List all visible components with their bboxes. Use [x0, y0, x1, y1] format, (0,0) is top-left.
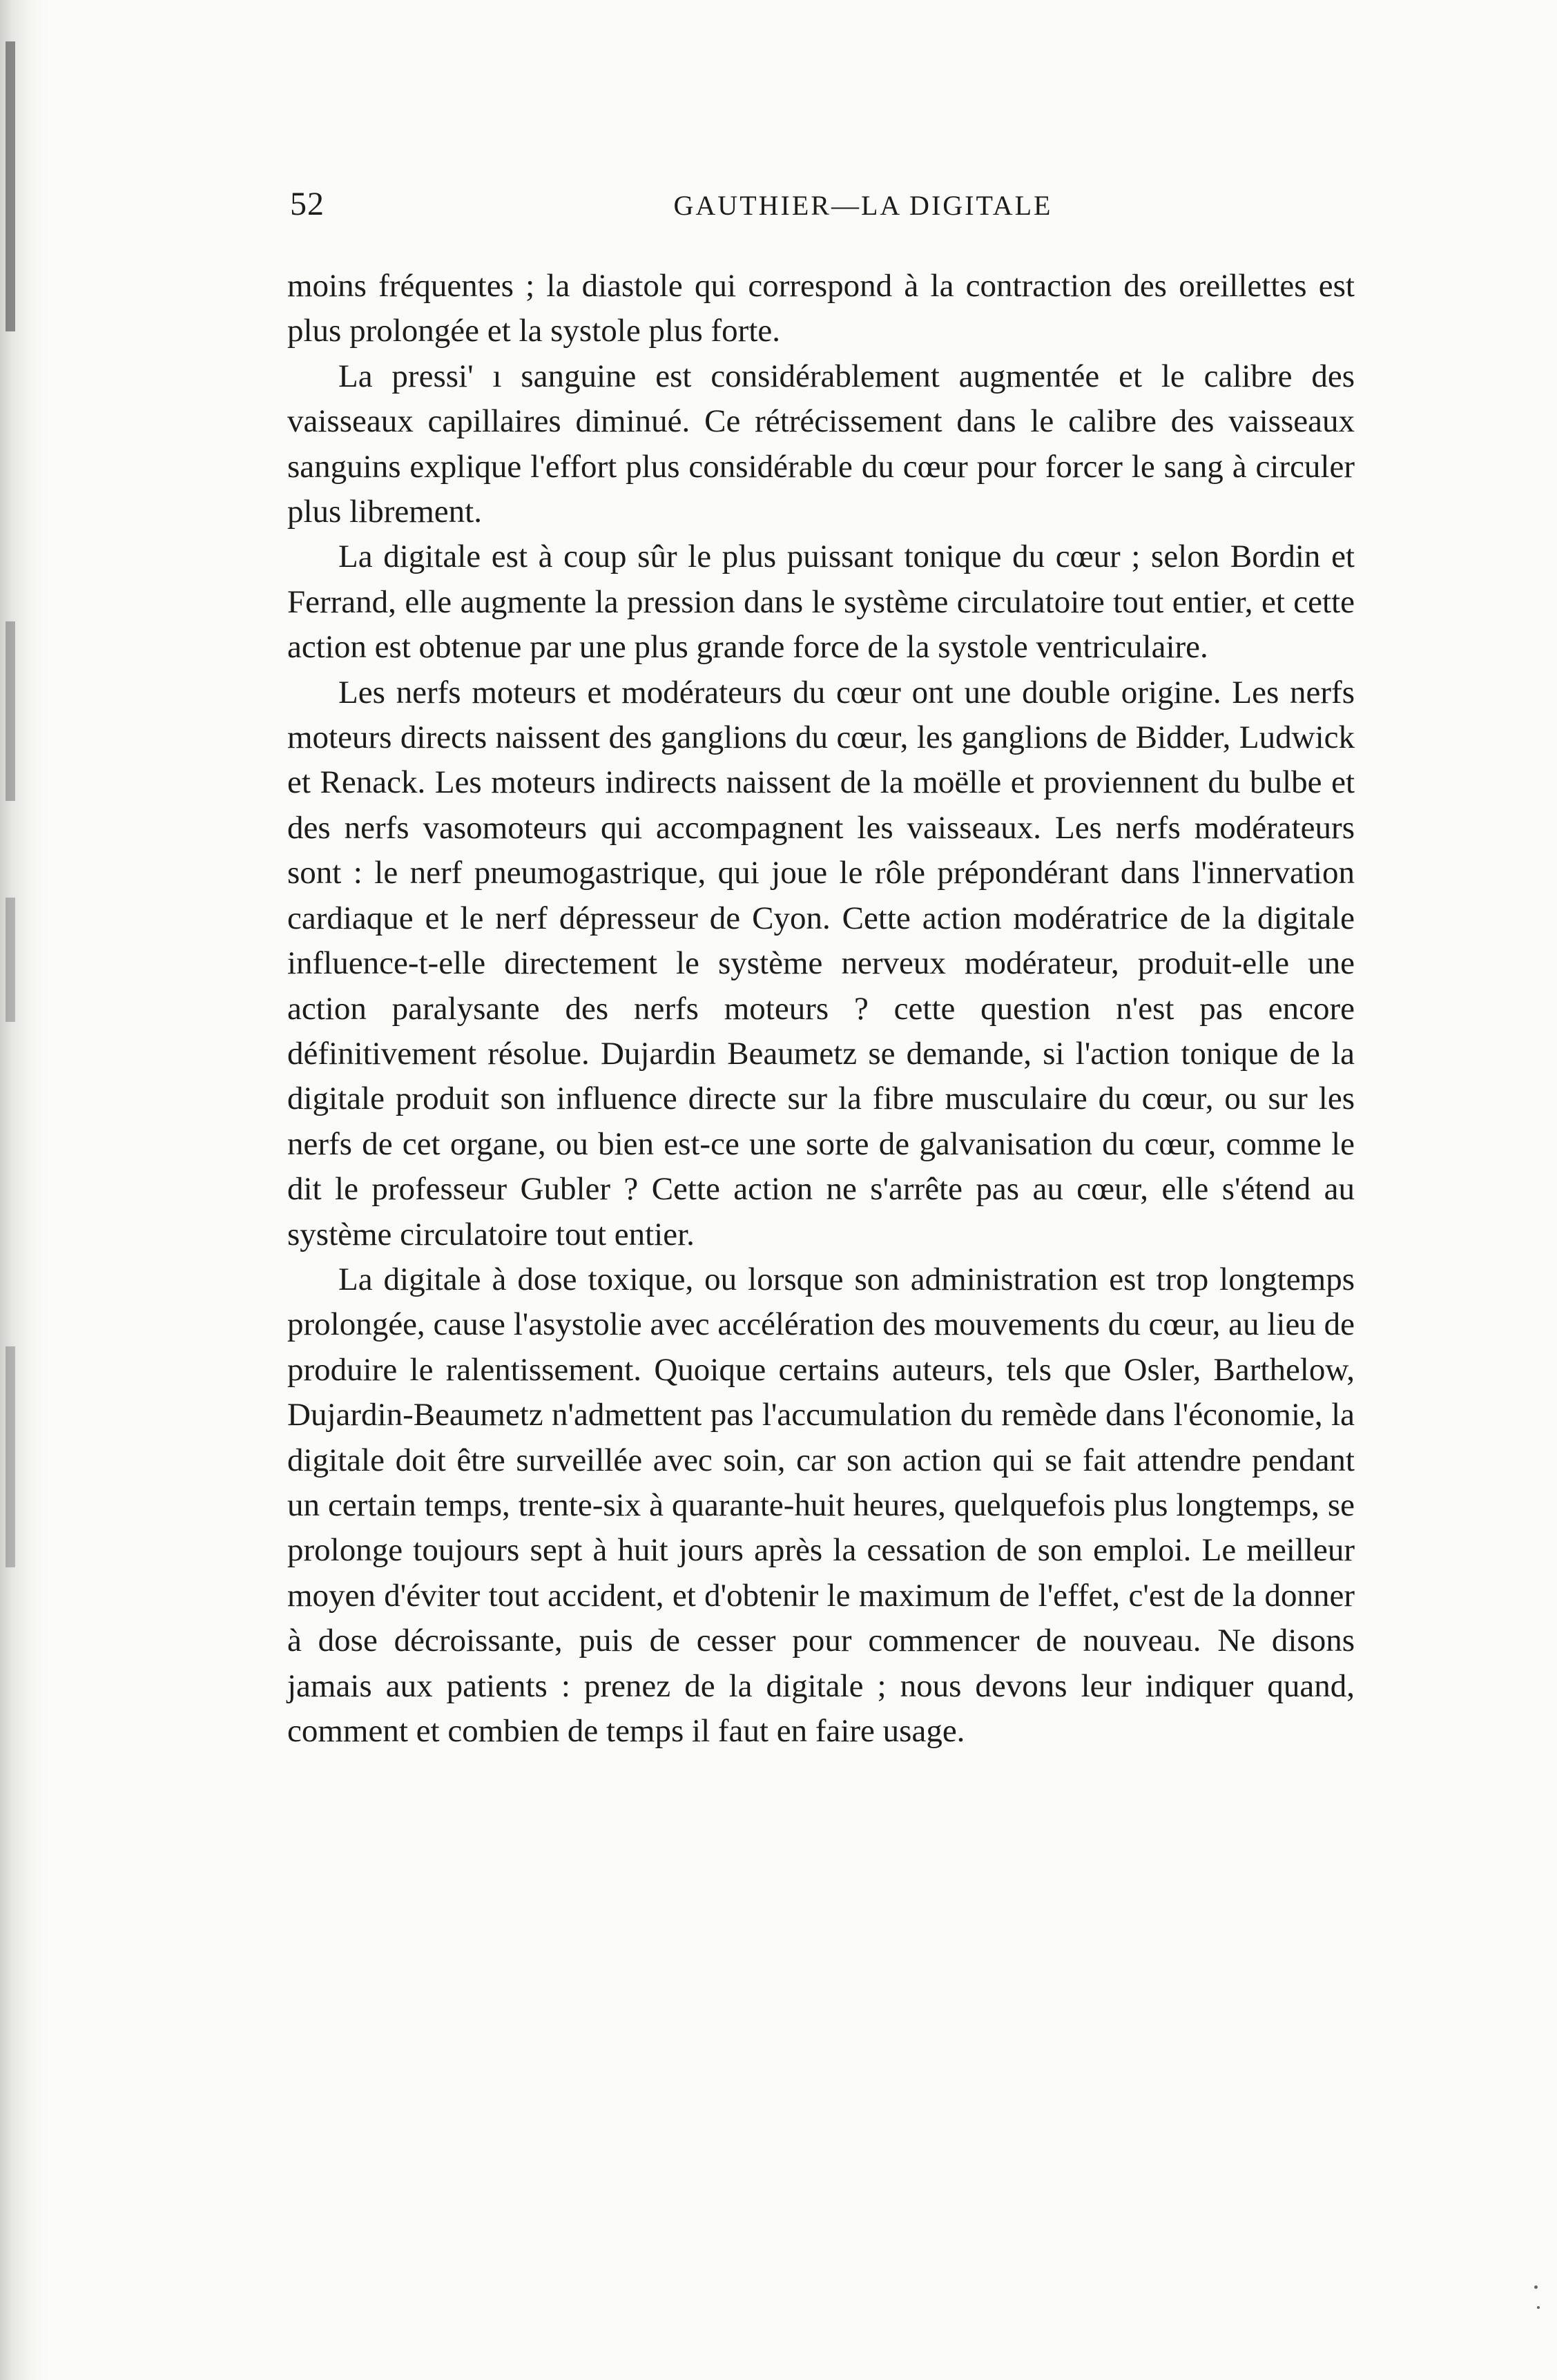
paragraph: La pressi' ı sanguine est considérablement augmentée et le calibre des vaisseaux capillaires diminué. Ce rétrécissement dans le calibre des vaisseaux sanguins explique l'effort plus considérable du cœur pour forcer le sang à circuler plus librement. [287, 358, 1355, 530]
binding-shadow-mark [6, 898, 15, 1022]
paragraph: La digitale est à coup sûr le plus puissant tonique du cœur ; selon Bordin et Ferrand, elle augmente la pression dans le système circulatoire tout entier, et cette action est obtenue par une plus grande force de la systole ventriculaire. [287, 539, 1355, 666]
scan-speck [1537, 2306, 1540, 2309]
paragraph: La digitale à dose toxique, ou lorsque son administration est trop longtemps prolongée, cause l'asystolie avec accélération des mouvements du cœur, au lieu de produire le ralentissement. Quoique certains auteurs, tels que Osler, Barthelow, Dujardin-Beaumetz n'admettent pas l'accumulation du remède dans l'économie, la digitale doit être surveillée avec soin, car son action qui se fait attendre pendant un certain temps, trente-six à quarante-huit heures, quelquefois plus longtemps, se prolonge toujours sept à huit jours après la cessation de son emploi. Le meilleur moyen d'éviter tout accident, et d'obtenir le maximum de l'effet, c'est de la donner à dose décroissante, puis de cesser pour commencer de nouveau. Ne disons jamais aux patients : prenez de la digitale ; nous devons leur indiquer quand, comment et combien de temps il faut en faire usage. [287, 1261, 1355, 1749]
paragraph: moins fréquentes ; la diastole qui correspond à la contraction des oreillettes est plus prolongée et la systole plus forte. [287, 268, 1355, 349]
page-number: 52 [290, 186, 325, 222]
binding-shadow-mark [6, 1346, 15, 1567]
text-body [287, 264, 1355, 1754]
paragraph: Les nerfs moteurs et modérateurs du cœur ont une double origine. Les nerfs moteurs directs naissent des ganglions du cœur, les ganglions de Bidder, Ludwick et Renack. Les moteurs indirects naissent de la moëlle et proviennent du bulbe et des nerfs vasomoteurs qui accompagnent les vaisseaux. Les nerfs modérateurs sont : le nerf pneumogastrique, qui joue le rôle prépondérant dans l'innervation cardiaque et le nerf dépresseur de Cyon. Cette action modératrice de la digitale influence-t-elle directement le système nerveux modérateur, produit-elle une action paralysante des nerfs moteurs ? cette question n'est pas encore définitivement résolue. Dujardin Beaumetz se demande, si l'action tonique de la digitale produit son influence directe sur la fibre musculaire du cœur, ou sur les nerfs de cet organe, ou bien est-ce une sorte de galvanisation du cœur, comme le dit le professeur Gubler ? Cette action ne s'arrête pas au cœur, elle s'étend au système circulatoire tout entier. [287, 674, 1355, 1252]
running-head [290, 185, 1409, 233]
scan-binding-edge [0, 0, 48, 2380]
binding-shadow-mark [6, 621, 15, 801]
running-title: GAUTHIER—LA DIGITALE [673, 190, 1053, 221]
scan-speck [1534, 2285, 1538, 2289]
binding-shadow-mark [6, 41, 15, 331]
